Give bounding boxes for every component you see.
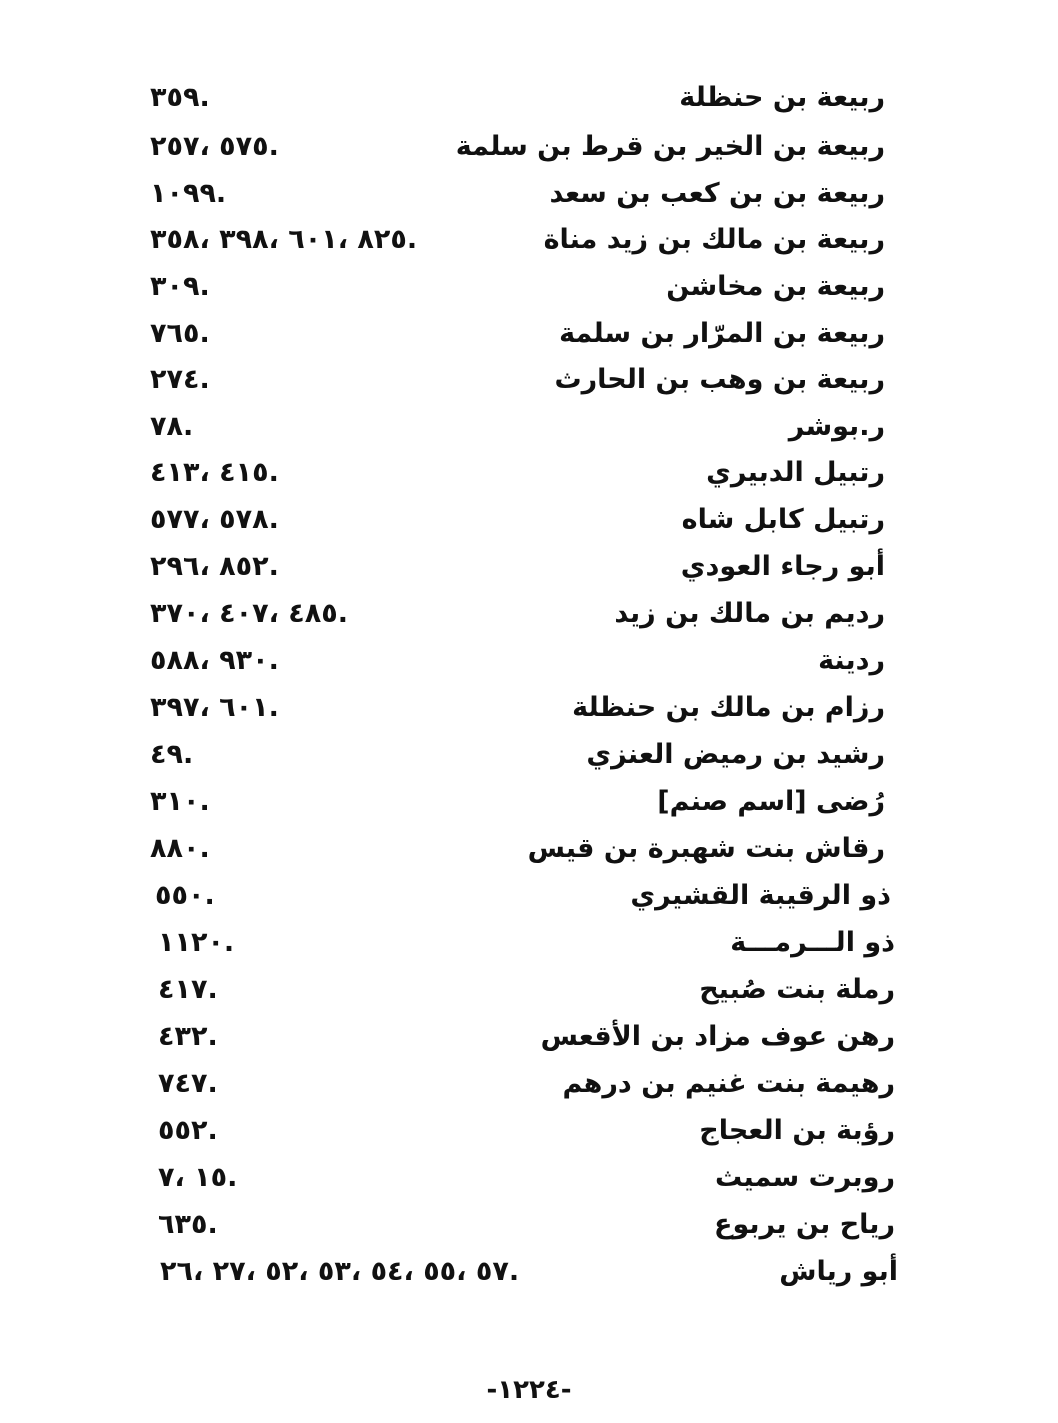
- index-entry: [0, 876, 1058, 916]
- entry-name: ربيعة بن وهب بن الحارث: [554, 364, 885, 395]
- entry-name: أبو رجاء العودي: [680, 551, 885, 582]
- index-entry: [0, 688, 1058, 728]
- entry-name: رقاش بنت شهبرة بن قيس: [527, 833, 885, 864]
- index-entry: [0, 1205, 1058, 1245]
- index-entry: [0, 78, 1058, 118]
- entry-name: رياح بن يربوع: [714, 1209, 895, 1240]
- index-entry: [0, 500, 1058, 540]
- entry-page-refs: .٥٥٢: [158, 1115, 218, 1146]
- entry-name: ربيعة بن المرّار بن سلمة: [559, 318, 885, 349]
- index-entry: [0, 267, 1058, 307]
- entry-name: ربيعة بن حنظلة: [679, 82, 885, 113]
- entry-page-refs: .١٥ ،٧: [158, 1162, 238, 1193]
- entry-page-refs: .٣٠٩: [150, 271, 210, 302]
- entry-page-refs: .٨٢٥ ،٦٠١ ،٣٩٨ ،٣٥٨: [150, 224, 418, 255]
- entry-page-refs: .٥٧٥ ،٢٥٧: [150, 131, 279, 162]
- index-entry: [0, 641, 1058, 681]
- entry-page-refs: .٣١٠: [150, 786, 210, 817]
- entry-page-refs: .٦٣٥: [158, 1209, 218, 1240]
- index-entry: [0, 970, 1058, 1010]
- entry-name: ر.بوشر: [788, 411, 885, 442]
- index-entry: [0, 1252, 1058, 1292]
- entry-name: ردينة: [818, 645, 885, 676]
- entry-name: رشيد بن رميض العنزي: [586, 739, 885, 770]
- index-entry: [0, 174, 1058, 214]
- index-entry: [0, 407, 1058, 447]
- entry-page-refs: .٤٨٥ ،٤٠٧ ،٣٧٠: [150, 598, 348, 629]
- index-entry: [0, 782, 1058, 822]
- entry-page-refs: .٩٣٠ ،٥٨٨: [150, 645, 279, 676]
- entry-name: روبرت سميث: [714, 1162, 895, 1193]
- entry-name: رزام بن مالك بن حنظلة: [572, 692, 885, 723]
- page-number: -١٢٢٤-: [486, 1375, 572, 1405]
- entry-page-refs: .٨٥٢ ،٢٩٦: [150, 551, 279, 582]
- entry-page-refs: .١٠٩٩: [150, 178, 227, 209]
- entry-page-refs: .٣٥٩: [150, 82, 210, 113]
- entry-page-refs: .٢٧٤: [150, 364, 210, 395]
- entry-name: ذو الرقيبة القشيري: [630, 880, 891, 911]
- index-entry: [0, 923, 1058, 963]
- entry-page-refs: .٥٥٠: [155, 880, 215, 911]
- index-entry: [0, 220, 1058, 260]
- entry-page-refs: .٤١٧: [158, 974, 218, 1005]
- index-entry: [0, 127, 1058, 167]
- entry-name: ربيعة بن بن كعب بن سعد: [549, 178, 885, 209]
- entry-name: رُضى [اسم صنم]: [657, 786, 885, 817]
- entry-name: رتبيل كابل شاه: [681, 504, 885, 535]
- index-entry: [0, 314, 1058, 354]
- entry-name: ربيعة بن الخير بن قرط بن سلمة: [455, 131, 885, 162]
- index-entry: [0, 735, 1058, 775]
- entry-name: ذو الـــرمـــة: [730, 927, 895, 958]
- entry-name: ربيعة بن مالك بن زيد مناة: [543, 224, 885, 255]
- entry-page-refs: .١١٢٠: [158, 927, 235, 958]
- entry-page-refs: .٤٣٢: [158, 1021, 218, 1052]
- entry-name: رؤبة بن العجاج: [699, 1115, 895, 1146]
- entry-page-refs: .٧٤٧: [158, 1068, 218, 1099]
- entry-name: رملة بنت صُبيح: [699, 974, 895, 1005]
- entry-page-refs: .٨٨٠: [150, 833, 210, 864]
- entry-name: أبو رياش: [779, 1256, 898, 1287]
- index-entry: [0, 1017, 1058, 1057]
- index-entry: [0, 829, 1058, 869]
- index-entry: [0, 453, 1058, 493]
- index-entry: [0, 360, 1058, 400]
- entry-page-refs: .٤١٥ ،٤١٣: [150, 457, 279, 488]
- entry-page-refs: .٤٩: [150, 739, 194, 770]
- entry-name: رهيمة بنت غنيم بن درهم: [562, 1068, 895, 1099]
- index-entry: [0, 547, 1058, 587]
- entry-page-refs: .٧٨: [150, 411, 194, 442]
- entry-name: ربيعة بن مخاشن: [666, 271, 885, 302]
- index-entry: [0, 594, 1058, 634]
- entry-page-refs: .٥٧٨ ،٥٧٧: [150, 504, 279, 535]
- entry-page-refs: .٦٠١ ،٣٩٧: [150, 692, 279, 723]
- entry-name: رهن عوف مزاد بن الأقعس: [540, 1021, 895, 1052]
- entry-page-refs: .٥٧ ،٥٥ ،٥٤ ،٥٣ ،٥٢ ،٢٧ ،٢٦: [160, 1256, 520, 1287]
- index-entry: [0, 1064, 1058, 1104]
- index-entry: [0, 1158, 1058, 1198]
- entry-name: رديم بن مالك بن زيد: [614, 598, 885, 629]
- entry-name: رتبيل الدبيري: [706, 457, 885, 488]
- index-entry: [0, 1111, 1058, 1151]
- entry-page-refs: .٧٦٥: [150, 318, 210, 349]
